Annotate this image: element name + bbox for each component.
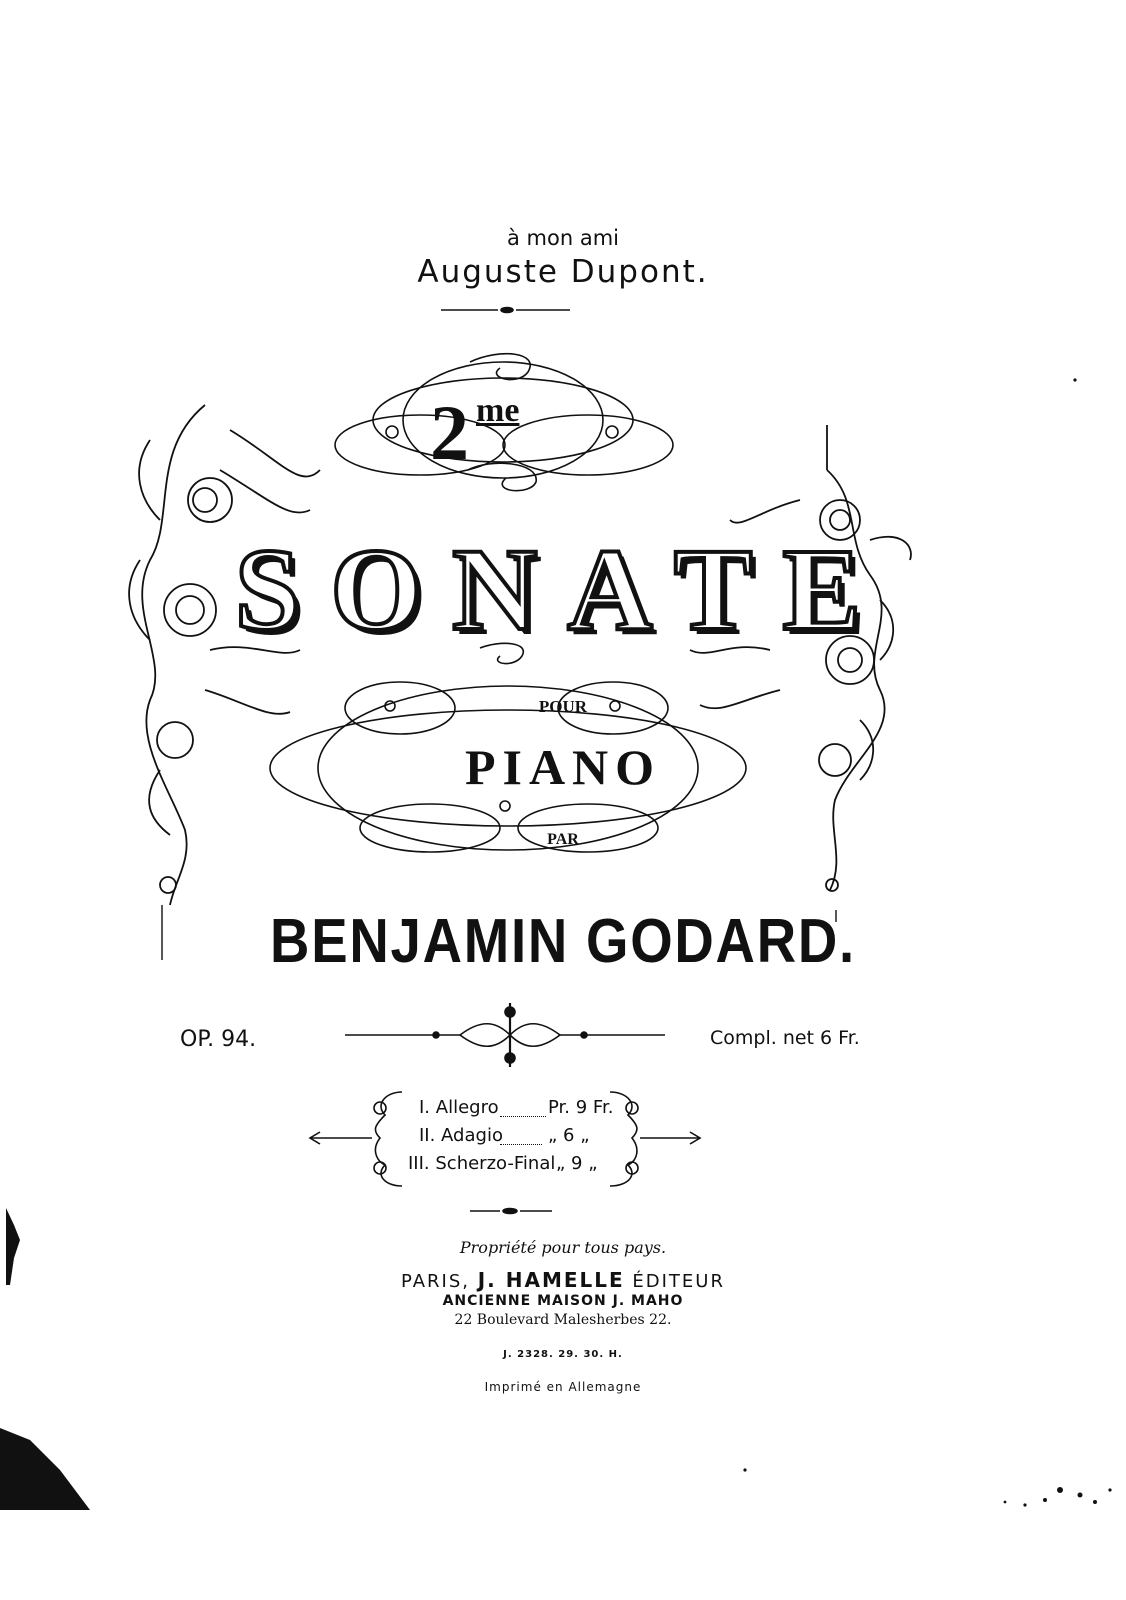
dedication-name: Auguste Dupont. [417,254,709,290]
former-house: ANCIENNE MAISON J. MAHO [442,1293,684,1309]
movements-rule [470,1209,552,1214]
publisher-line [0,1268,1126,1292]
movement-name: I. Allegro [419,1097,499,1118]
main-title: SONATE [234,524,892,655]
ordinal-number: 2 [430,389,469,476]
publisher-name: J. HAMELLE [477,1268,625,1292]
publisher-role: ÉDITEUR [632,1271,725,1292]
movement-name: III. Scherzo-Final [408,1153,556,1174]
leader-dots [500,1144,542,1145]
right-foliage-ornament [690,425,911,891]
plate-number: J. 2328. 29. 30. H. [503,1349,623,1360]
composer-name: BENJAMIN GODARD. [270,907,856,976]
opus-number: OP. 94. [180,1027,257,1052]
instrument-title: PIANO [464,739,662,795]
publisher-city: PARIS, [401,1271,470,1292]
dedication-line1: à mon ami [507,226,619,250]
ordinal-suffix: me [476,392,520,429]
opus-line-ornament [345,1003,665,1067]
movement-price: „ 9 „ [556,1153,598,1174]
movement-price: „ 6 „ [548,1125,590,1146]
pour-word: POUR [538,697,588,716]
movement-name: II. Adagio [419,1125,503,1146]
par-word: PAR [547,831,579,848]
movement-price: Pr. 9 Fr. [548,1097,614,1118]
movement-row [0,1097,1126,1121]
movement-row [0,1153,1126,1177]
printed-in: Imprimé en Allemagne [484,1380,642,1394]
rights-notice: Propriété pour tous pays. [459,1238,667,1257]
movement-row [0,1125,1126,1149]
leader-dots [500,1116,546,1117]
complete-price: Compl. net 6 Fr. [710,1027,860,1049]
dedication-rule [441,308,570,313]
publisher-address: 22 Boulevard Malesherbes 22. [454,1312,672,1328]
